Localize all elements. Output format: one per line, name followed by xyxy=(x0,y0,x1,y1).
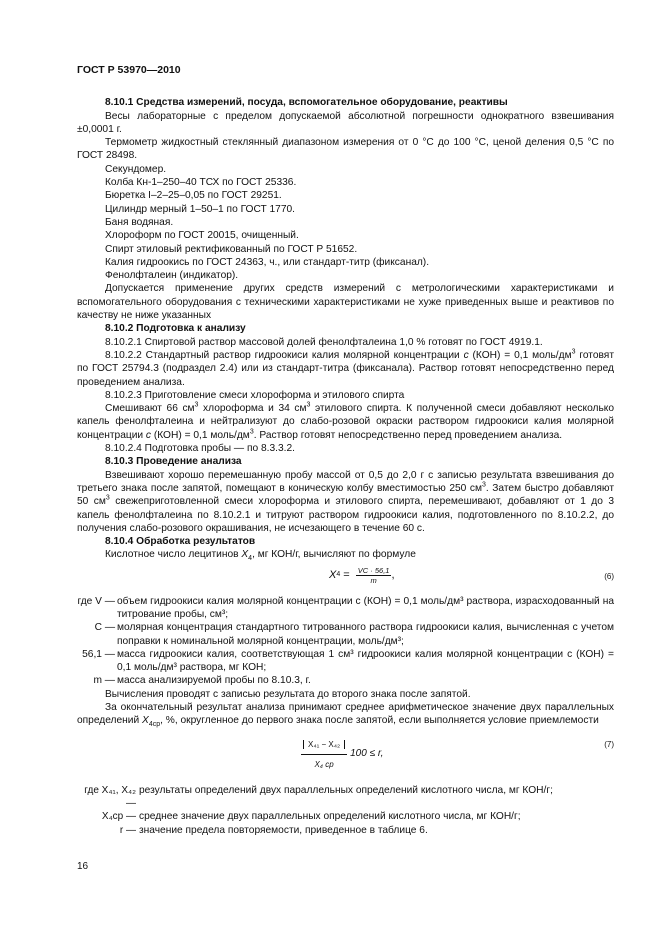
formula-6-body: X 4 = $\frac{VC \cdot 56,1}{m}$ , xyxy=(329,565,395,585)
text-run: 8.10.2.2 Стандартный раствор гидроокиси калия молярной концентрации xyxy=(105,349,464,361)
formula-variable: X xyxy=(329,568,337,581)
text-run: (КОН) = 0,1 моль/дм xyxy=(468,349,572,361)
equipment-item: Бюретка I–2–25–0,05 по ГОСТ 29251. xyxy=(105,190,282,202)
legend-value: масса анализируемой пробы по 8.10.3, г. xyxy=(117,675,311,687)
superscript: 3 xyxy=(481,481,486,489)
formula-fraction xyxy=(301,736,347,772)
text-run: , мг КОН/г, вычисляют по формуле xyxy=(252,549,416,561)
legend-key: C — xyxy=(94,622,115,634)
absolute-difference: X₄₁ − X₄₂ xyxy=(303,740,345,749)
equipment-item: Термометр жидкостный стеклянный диапазоном измерения от 0 °С до 100 °С, ценой деления 0,5 °С по ГОСТ 28498. xyxy=(77,137,614,162)
text-run: , %, округленное до первого знака после запятой, если выполняется условие приемлемости xyxy=(160,715,599,727)
text-run: хлороформа и 34 см xyxy=(198,403,307,415)
text-run: Кислотное число лецитинов xyxy=(105,549,242,561)
paragraph-formula-intro xyxy=(77,548,614,561)
fraction-denominator: X₄ ср xyxy=(314,759,334,769)
equipment-item: Калия гидроокись по ГОСТ 24363, ч., или стандарт-титр (фиксанал). xyxy=(105,256,430,268)
legend-value: масса гидроокиси калия, соответствующая 1 см³ гидроокиси калия молярной концентрации c (КОН) = 0,1 моль/дм³ раствора, мг КОН; xyxy=(117,648,614,674)
paragraph-8-10-2-1: 8.10.2.1 Спиртовой раствор массовой долей фенолфталеина 1,0 % готовят по ГОСТ 4919.1. xyxy=(105,336,543,348)
legend-key: X₄ср — xyxy=(101,811,136,823)
formula-comma: , xyxy=(391,568,395,581)
formula-fraction xyxy=(356,565,395,585)
equipment-item: Цилиндр мерный 1–50–1 по ГОСТ 1770. xyxy=(105,203,296,215)
text-run: . Раствор готовят непосредственно перед проведением анализа. xyxy=(253,429,563,441)
legend-value: среднее значение двух параллельных определений кислотного числа, мг КОН/г; xyxy=(139,811,521,823)
equipment-item: Баня водяная. xyxy=(105,216,174,228)
formula-7 xyxy=(77,732,614,778)
section-8-10-4-title: 8.10.4 Обработка результатов xyxy=(105,536,256,548)
formula-7-legend xyxy=(77,784,614,837)
variable: X xyxy=(241,549,249,561)
superscript: 3 xyxy=(571,348,576,356)
equipment-item: Спирт этиловый ректификованный по ГОСТ Р 51652. xyxy=(105,243,358,255)
text-run: Взвешивают хорошо перемешанную пробу массой от 0,5 до 2,0 г с записью результата взвешивания до третьего знака после запятой, помещают в коническую колбу вместимостью 250 см xyxy=(77,469,614,494)
paragraph-8-10-2-4: 8.10.2.4 Подготовка пробы — по 8.3.3.2. xyxy=(105,443,295,455)
legend-value: результаты определений двух параллельных определений кислотного числа, мг КОН/г; xyxy=(139,784,553,796)
equation-number: (6) xyxy=(604,571,614,581)
superscript: 3 xyxy=(194,401,199,409)
formula-6-legend xyxy=(77,595,614,688)
equipment-note: Допускается применение других средств измерений с метрологическими характеристиками и вспомогательного оборудования с техническими характеристиками не хуже приведенных выше и реактивов по качеству не ниже указанных xyxy=(77,283,614,322)
fraction-denominator: m xyxy=(370,575,377,585)
superscript: 3 xyxy=(105,494,110,502)
section-8-10-3-title: 8.10.3 Проведение анализа xyxy=(105,456,242,468)
page-number: 16 xyxy=(77,861,89,872)
equipment-item: Хлороформ по ГОСТ 20015, очищенный. xyxy=(105,230,299,242)
page-header: ГОСТ Р 53970—2010 xyxy=(77,64,181,76)
text-run: (КОН) = 0,1 моль/дм xyxy=(151,429,250,441)
legend-key: r — xyxy=(119,824,136,836)
equipment-item: Колба Кн-1–250–40 ТСХ по ГОСТ 25336. xyxy=(105,177,297,189)
formula-tail: 100 ≤ r, xyxy=(350,747,384,759)
text-run: свежеприготовленной смеси хлороформа и этилового спирта, перемешивают, добавляют от 1 до 3 капель фенолфталеина по 8.10.2.1 и титруют раствором гидроокиси калия, подготовленного по 8.10.2.2, до получения слабо-розового окрашивания, не исчезающего в течение 60 с. xyxy=(77,496,614,534)
text-run: c xyxy=(463,349,469,361)
legend-key: 56,1 — xyxy=(82,648,115,660)
text-run: этилового спирта. К полученной смеси добавляют несколько капель фенолфталеина и нейтрализуют до слабо-розовой окраски раствором гидроокиси калия молярной концентрации xyxy=(77,403,615,441)
legend-key: где X₄₁, X₄₂ — xyxy=(84,784,136,809)
formula-equals: = xyxy=(340,568,353,581)
variable: X xyxy=(142,715,149,727)
document-page xyxy=(77,64,614,837)
subscript: 4 xyxy=(248,555,253,563)
equipment-list xyxy=(77,110,614,323)
equipment-item: Весы лабораторные с пределом допускаемой абсолютной погрешности однократного взвешивания ±0,0001 г. xyxy=(77,110,614,135)
paragraph-mixture xyxy=(77,402,614,442)
legend-key: m — xyxy=(93,675,115,687)
formula-6 xyxy=(77,564,614,591)
formula-7-body xyxy=(301,736,383,772)
equipment-item: Фенолфталеин (индикатор). xyxy=(105,270,239,282)
legend-key: где V — xyxy=(77,595,115,607)
text-run: . Затем быстро добавляют 50 см xyxy=(77,482,614,508)
equipment-item: Секундомер. xyxy=(105,163,167,175)
paragraph-final-result xyxy=(77,701,614,728)
paragraph-8-10-2-2 xyxy=(77,349,614,389)
superscript: 3 xyxy=(249,428,254,436)
fraction-numerator xyxy=(301,736,347,755)
equation-number: (7) xyxy=(604,739,614,749)
text-run: За окончательный результат анализа принимают среднее арифметическое значение двух параллельных определений xyxy=(77,702,614,727)
section-8-10-2-title: 8.10.2 Подготовка к анализу xyxy=(105,323,246,335)
legend-value: объем гидроокиси калия молярной концентрации c (КОН) = 0,1 моль/дм³ раствора, израсходованный на титрование пробы, см³; xyxy=(117,595,614,620)
paragraph-procedure xyxy=(77,469,614,535)
legend-value: значение предела повторяемости, приведенное в таблице 6. xyxy=(139,824,428,836)
text-run: Смешивают 66 см xyxy=(105,403,195,415)
section-8-10-1-title: 8.10.1 Средства измерений, посуда, вспомогательное оборудование, реактивы xyxy=(105,97,508,109)
text-run: c xyxy=(145,429,152,441)
legend-value: молярная концентрация стандартного титрованного раствора гидроокиси калия, вычисленная с учетом поправки к номинальной молярной концентрации, моль/дм³; xyxy=(117,622,614,647)
text-run: готовят по ГОСТ 25794.3 (подраздел 2.4) или из стандарт-титра (фиксанала). Раствор готовят непосредственно перед проведением анализа. xyxy=(77,349,614,388)
fraction-numerator: VC · 56,1 xyxy=(357,565,390,575)
paragraph-8-10-2-3: 8.10.2.3 Приготовление смеси хлороформа и этилового спирта xyxy=(105,389,405,401)
paragraph-rounding: Вычисления проводят с записью результата до второго знака после запятой. xyxy=(105,688,471,700)
subscript: 4ср xyxy=(148,721,161,729)
superscript: 3 xyxy=(306,401,311,409)
